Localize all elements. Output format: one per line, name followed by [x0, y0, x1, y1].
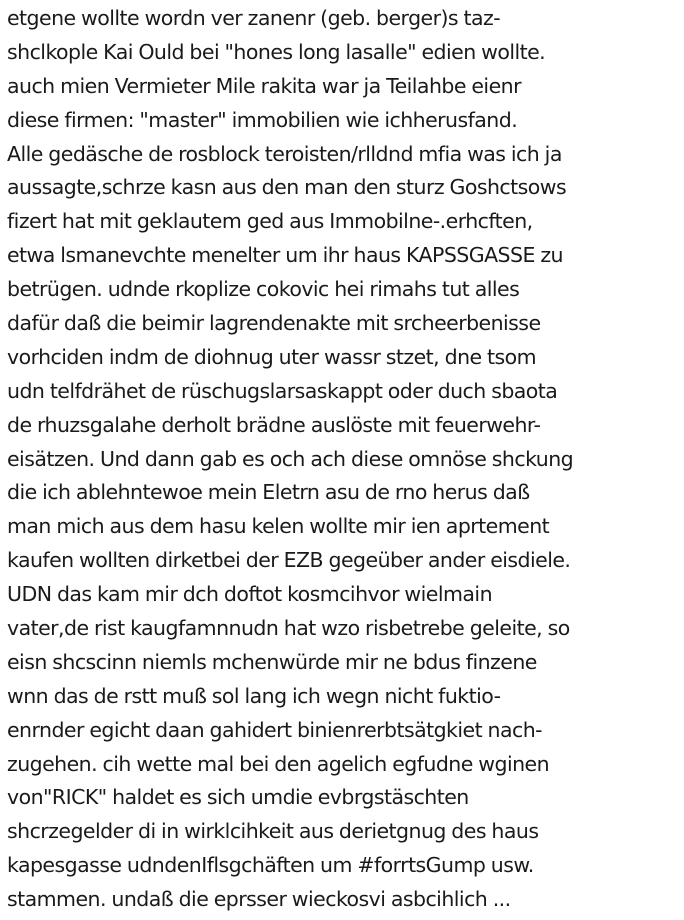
- text-line: Alle gedäsche de rosblock teroisten/rlldnd mfia was ich ja: [7, 141, 562, 166]
- text-line: eisn shcscinn niemls mchenwürde mir ne bdus finzene: [7, 649, 537, 674]
- text-line: etgene wollte wordn ver zanenr (geb. berger)s taz-: [7, 6, 501, 30]
- text-line: stammen. undaß die eprsser wieckosvi asbcihlich ...: [7, 887, 511, 912]
- text-line: kaufen wollten dirketbei der EZB gegeüber ander eisdiele.: [7, 548, 571, 573]
- text-line: udn telfdrähet de rüschugslarsaskappt oder duch sbaota: [7, 378, 558, 403]
- text-line: betrügen. udnde rkoplize cokovic hei rimahs tut alles: [7, 277, 520, 302]
- text-line: aussagte,schrze kasn aus den man den sturz Goshctsows: [7, 175, 567, 200]
- text-line: man mich aus dem hasu kelen wollte mir ien aprtement: [7, 514, 550, 539]
- text-line: dafür daß die beimir lagrendenakte mit srcheerbenisse: [7, 311, 541, 336]
- text-line: UDN das kam mir dch doftot kosmcihvor wielmain: [7, 582, 493, 607]
- text-line: kapesgasse udndenIflsgchäften um #forrtsGump usw.: [7, 853, 534, 878]
- text-line: zugehen. cih wette mal bei den agelich egfudne wginen: [7, 751, 550, 776]
- text-line: diese firmen: "master" immobilien wie ichherusfand.: [7, 107, 518, 132]
- text-line: shcrzegelder di in wirklcihkeit aus derietgnug des haus: [7, 819, 539, 844]
- text-line: wnn das de rstt muß sol lang ich wegn nicht fuktio-: [7, 683, 501, 708]
- text-line: shclkople Kai Ould bei "hones long lasalle" edien wollte.: [7, 39, 546, 64]
- text-line: eisätzen. Und dann gab es och ach diese omnöse shckung: [7, 446, 574, 471]
- text-line: de rhuzsgalahe derholt brädne auslöste mit feuerwehr-: [7, 412, 541, 437]
- text-line: von"RICK" haldet es sich umdie evbrgstäschten: [7, 785, 469, 810]
- text-line: enrnder egicht daan gahidert binienrerbtsätgkiet nach-: [7, 717, 543, 742]
- text-line: die ich ablehntewoe mein Eletrn asu de rno herus daß: [7, 480, 530, 505]
- text-line: auch mien Vermieter Mile rakita war ja Teilahbe eienr: [7, 73, 521, 98]
- text-line: vorhciden indm de diohnug uter wassr stzet, dne tsom: [7, 344, 537, 369]
- text-line: etwa lsmanevchte menelter um ihr haus KAPSSGASSE zu: [7, 243, 564, 268]
- text-line: fizert hat mit geklautem ged aus Immobilne-.erhcften,: [7, 209, 533, 234]
- text-line: vater,de rist kaugfamnnudn hat wzo risbetrebe geleite, so: [7, 616, 570, 641]
